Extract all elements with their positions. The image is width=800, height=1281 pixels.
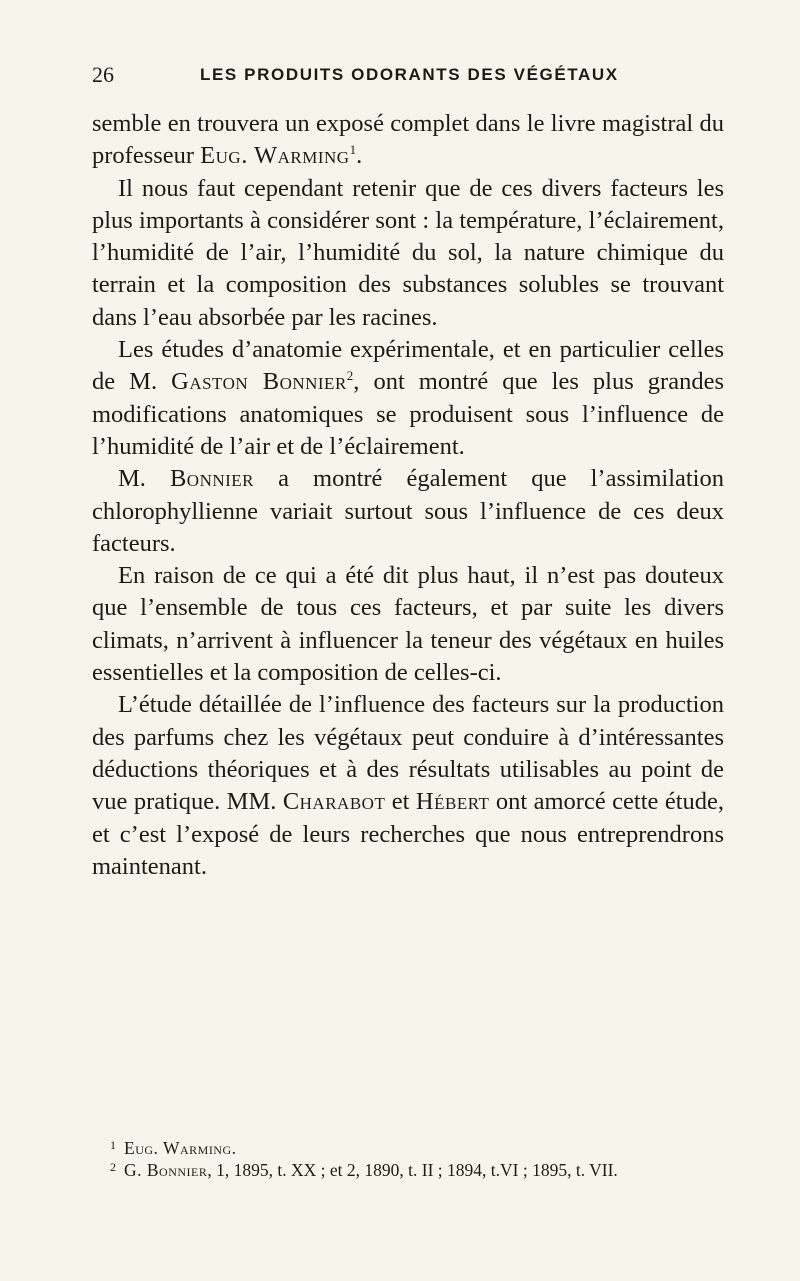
- paragraph-3-end: , ont montré que les plus grandes modifications anatomiques se produisent sous l’influence de l’humidité de l’air et de l’éclairement.: [92, 368, 724, 460]
- page-number: 26: [92, 62, 114, 87]
- footnote-2: [92, 1159, 724, 1181]
- footnote-1-name: Eug. Warming: [124, 1138, 232, 1158]
- footnote-2-text: , 1, 1895, t. XX ; et 2, 1890, t. II ; 1894, t.VI ; 1895, t. VII.: [207, 1160, 618, 1180]
- footnote-1-text: .: [231, 1138, 237, 1158]
- page-header: [92, 62, 722, 92]
- footnote-2-mark: 2: [110, 1160, 116, 1174]
- paragraph-4-text: M.: [118, 465, 170, 493]
- footnote-1: [92, 1137, 724, 1159]
- paragraph-6-end: ont amorcé cette étude, et c’est l’exposé de leurs recherches que nous entreprendrons maintenant.: [92, 788, 725, 880]
- paragraph-6-text: L’étude détaillée de l’influence des facteurs sur la production des parfums chez les végétaux peut conduire à d’intéressantes déductions théoriques et à des résultats utilisables au point de vue pratique. MM.: [92, 691, 724, 816]
- footnote-2-name: G. Bonnier: [124, 1160, 208, 1180]
- paragraph-2: Il nous faut cependant retenir que de ces divers facteurs les plus importants à considérer sont : la température, l’éclairement, l’humidité de l’air, l’humidité du sol, la nature chimique du terrain et la composition des substances solubles se trouvant dans l’eau absorbée par les racines.: [92, 174, 724, 331]
- paragraph-4: [92, 463, 724, 560]
- footnotes: [92, 1137, 724, 1181]
- author-name-warming: Eug. Warming: [200, 142, 350, 170]
- author-name-hebert: Hébert: [415, 788, 490, 816]
- body-text: [92, 108, 724, 883]
- footnote-1-mark: 1: [110, 1138, 116, 1152]
- paragraph-1-text: semble en trouvera un exposé complet dans le livre magistral du professeur: [92, 110, 724, 170]
- paragraph-3-text: Les études d’anatomie expérimentale, et en particulier celles de M.: [92, 336, 724, 396]
- running-title: LES PRODUITS ODORANTS DES VÉGÉTAUX: [200, 65, 619, 84]
- paragraph-5: En raison de ce qui a été dit plus haut, il n’est pas douteux que l’ensemble de tous ces facteurs, et par suite les divers climats, n’arrivent à influencer la teneur des végétaux en huiles essentielles et la composition de celles-ci.: [92, 562, 724, 687]
- footnote-ref-1: 1: [349, 142, 357, 158]
- paragraph-1-end: .: [356, 142, 363, 170]
- author-name-charabot: Charabot: [282, 788, 386, 816]
- author-name-bonnier: Bonnier: [169, 465, 255, 493]
- footnote-ref-2: 2: [346, 368, 354, 384]
- paragraph-6-mid: et: [385, 788, 416, 816]
- author-name-gaston-bonnier: Gaston Bonnier: [171, 368, 347, 396]
- paragraph-1: [92, 108, 724, 173]
- paragraph-3: [92, 334, 724, 463]
- paragraph-6: [92, 689, 724, 883]
- paragraph-4-end: a montré également que l’assimilation chlorophyllienne variait surtout sous l’influence de ces deux facteurs.: [92, 465, 724, 557]
